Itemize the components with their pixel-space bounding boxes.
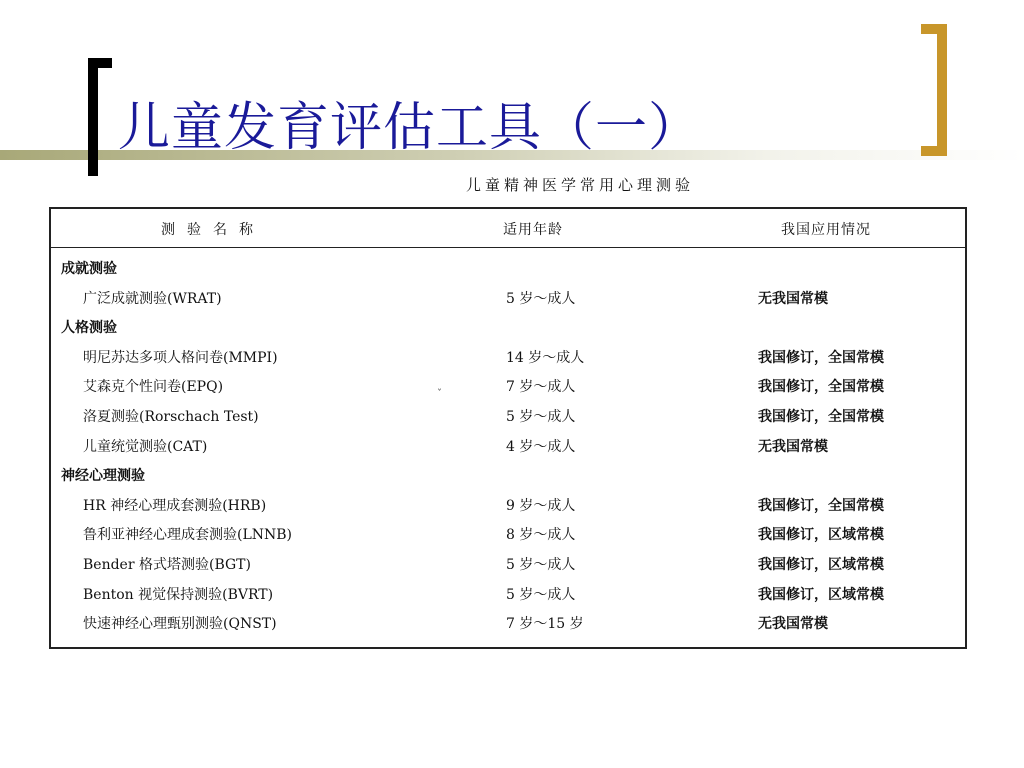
scan-artifact: ˇ <box>437 389 442 400</box>
age-range-cell: 5 岁～成人 <box>506 290 576 307</box>
table-row <box>51 522 965 548</box>
left-bracket <box>88 58 98 176</box>
china-status-cell: 我国修订，全国常模 <box>758 497 884 514</box>
table-row <box>51 345 965 371</box>
age-range-cell: 5 岁～成人 <box>506 557 576 573</box>
test-name-cell: 艾森克个性问卷(EPQ) <box>83 379 224 396</box>
left-bracket-top <box>88 58 112 68</box>
test-name-cell: 广泛成就测验(WRAT) <box>83 290 222 307</box>
test-name-cell: Benton 视觉保持测验(BVRT) <box>83 586 274 603</box>
test-name-cell: 鲁利亚神经心理成套测验(LNNB) <box>83 527 293 544</box>
test-name-cell: Bender 格式塔测验(BGT) <box>83 557 251 573</box>
china-status-cell: 我国修订，区域常模 <box>758 527 884 544</box>
slide-title: 儿童发育评估工具（一） <box>118 98 702 158</box>
china-status-cell: 我国修订，区域常模 <box>758 586 884 603</box>
age-range-cell: 9 岁～成人 <box>506 497 576 514</box>
test-name-cell: 快速神经心理甄别测验(QNST) <box>83 616 277 633</box>
age-range-cell: 4 岁～成人 <box>506 438 576 455</box>
age-range-cell: 5 岁～成人 <box>506 409 576 425</box>
category-row <box>51 256 965 282</box>
test-name-cell: 明尼苏达多项人格问卷(MMPI) <box>83 349 278 366</box>
china-status-cell: 我国修订，区域常模 <box>758 557 884 573</box>
test-table <box>49 207 967 649</box>
china-status-cell: 无我国常模 <box>758 290 828 307</box>
right-bracket-bottom <box>921 146 947 156</box>
table-row <box>51 582 965 608</box>
table-row <box>51 611 965 637</box>
age-range-cell: 14 岁～成人 <box>506 349 585 366</box>
age-range-cell: 7 岁～15 岁 <box>506 616 584 633</box>
table-row <box>51 286 965 312</box>
table-row <box>51 552 965 578</box>
age-range-cell: 5 岁～成人 <box>506 586 576 603</box>
header-age-range: 适用年龄 <box>503 222 563 238</box>
china-status-cell: 我国修订，全国常模 <box>758 379 884 396</box>
right-bracket-top <box>921 24 947 34</box>
table-header <box>51 209 965 248</box>
age-range-cell: 8 岁～成人 <box>506 527 576 544</box>
category-label: 人格测验 <box>61 320 117 337</box>
china-status-cell: 我国修订，全国常模 <box>758 409 884 425</box>
china-status-cell: 无我国常模 <box>758 438 828 455</box>
test-name-cell: 儿童统觉测验(CAT) <box>83 438 208 455</box>
category-label: 成就测验 <box>61 261 117 277</box>
china-status-cell: 无我国常模 <box>758 616 828 633</box>
test-name-cell: HR 神经心理成套测验(HRB) <box>83 497 267 514</box>
test-name-cell: 洛夏测验(Rorschach Test) <box>83 409 259 425</box>
category-label: 神经心理测验 <box>61 468 145 485</box>
table-row <box>51 493 965 519</box>
table-row <box>51 374 965 400</box>
category-row <box>51 463 965 489</box>
table-caption: 儿童精神医学常用心理测验 <box>465 176 694 194</box>
table-row <box>51 404 965 430</box>
header-china-status: 我国应用情况 <box>781 222 871 238</box>
right-bracket <box>937 24 947 156</box>
china-status-cell: 我国修订，全国常模 <box>758 349 884 366</box>
category-row <box>51 315 965 341</box>
table-row <box>51 434 965 460</box>
age-range-cell: 7 岁～成人 <box>506 379 576 396</box>
header-test-name: 测验名称 <box>161 222 265 238</box>
